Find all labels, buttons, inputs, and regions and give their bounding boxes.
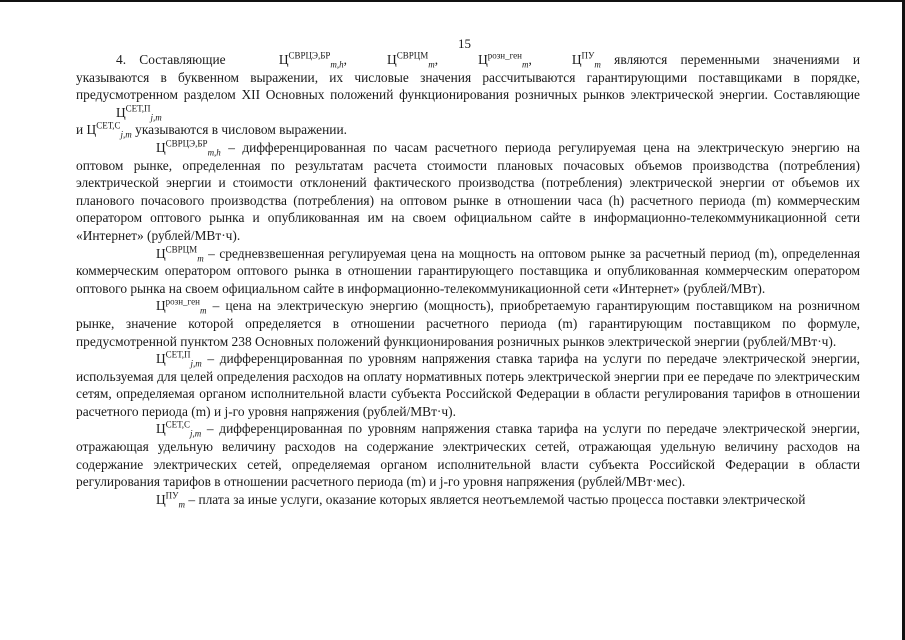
symbol-price-set-p bbox=[116, 350, 202, 368]
symbol-superscript: СВРЦМ bbox=[165, 244, 198, 255]
symbol-base: Ц bbox=[156, 245, 166, 261]
symbol-subscript: m bbox=[178, 499, 186, 510]
symbol-base: Ц bbox=[86, 122, 97, 138]
symbol-subscript: j,m bbox=[150, 112, 162, 123]
symbol-subscript: j,m bbox=[190, 429, 202, 440]
definition-pu bbox=[76, 491, 860, 509]
definition-rozn-gen bbox=[76, 297, 860, 350]
symbol-subscript: j,m bbox=[190, 358, 202, 369]
definition-text: – плата за иные услуги, оказание которых является неотъемлемой частью процесса поставки электрической bbox=[185, 491, 806, 507]
page-frame-top-border bbox=[0, 0, 905, 2]
symbol-price-rozn-gen bbox=[116, 297, 206, 315]
symbol-superscript: СВРЦЭ,БР bbox=[165, 138, 208, 149]
definition-text: – дифференцированная по уровням напряжения ставка тарифа на услуги по передаче электрической энергии, отражающая удельную величину расходов на содержание электрических сетей, отражающая удельную величину расходов на содержание электрических сетей, определяемая органом исполнительной власти субъекта Российской Федерации в области регулирования тарифов в отношении расчетного периода (m) и j-го уровня напряжения (рублей/МВт·мес). bbox=[76, 421, 860, 490]
definition-svrcm bbox=[76, 245, 860, 298]
symbol-price-rozn-gen bbox=[438, 51, 528, 69]
symbol-subscript: m,h bbox=[207, 147, 221, 158]
symbol-subscript: m,h bbox=[330, 59, 344, 70]
symbol-subscript: m bbox=[197, 253, 204, 264]
symbol-base: Ц bbox=[387, 52, 397, 67]
symbol-subscript: m bbox=[594, 59, 601, 70]
paragraph-components bbox=[76, 51, 860, 121]
symbol-base: Ц bbox=[156, 491, 166, 507]
paragraph-text: являются переменными значениями и указываются в буквенном выражении, их числовые значения рассчитываются гарантирующими поставщиками в порядке, предусмотренном разделом XII Основных положений функционирования розничных рынков электрической энергии. Составляющие bbox=[76, 52, 860, 103]
paragraph-text: указываются в числовом выражении. bbox=[131, 122, 347, 138]
definition-text: – цена на электрическую энергию (мощность), приобретаемую гарантирующим поставщиком на розничном рынке, значение которой определяется в отношении расчетного периода (m) гарантирующим поставщиком по формуле, предусмотренной пунктом 238 Основных положений функционирования розничных рынков электрической энергии (рублей/МВт·ч). bbox=[76, 298, 860, 349]
symbol-superscript: СЕТ,П bbox=[125, 103, 151, 114]
symbol-superscript: СЕТ,П bbox=[165, 349, 191, 360]
symbol-base: Ц bbox=[156, 351, 166, 367]
symbol-base: Ц bbox=[156, 298, 166, 314]
symbol-subscript: m bbox=[522, 59, 529, 70]
page-number: 15 bbox=[458, 36, 471, 51]
symbol-base: Ц bbox=[571, 52, 582, 67]
symbol-base: Ц bbox=[478, 52, 488, 67]
separator: , bbox=[434, 52, 439, 67]
paragraph-text: и bbox=[76, 122, 87, 138]
symbol-price-pu bbox=[532, 51, 601, 69]
symbol-superscript: СВРЦЭ,БР bbox=[288, 50, 331, 61]
definition-text: – дифференцированная по часам расчетного периода регулируемая цена на электрическую энергию на оптовом рынке, определенная по результатам расчета стоимости плановых почасовых объемов производства (потребления) электрической энергии и стоимости отклонений фактического производства (потребления) электрической энергии от объемов их планового почасового производства (потребления) на оптовом рынке в отношении часа (h) расчетного периода (m) коммерческим оператором оптового рынка и опубликованная им на своем официальном сайте в информационно-телекоммуникационной сети «Интернет» (рублей/МВт·ч). bbox=[76, 139, 860, 243]
symbol-base: Ц bbox=[278, 52, 289, 67]
symbol-superscript: СВРЦМ bbox=[396, 50, 429, 61]
symbol-price-svrcm bbox=[347, 51, 435, 69]
symbol-price-svrce-br bbox=[116, 139, 221, 157]
symbol-superscript: СЕТ,С bbox=[165, 420, 191, 430]
definition-svrce-br bbox=[76, 139, 860, 245]
symbol-price-set-s bbox=[87, 121, 132, 139]
paragraph-components-cont bbox=[76, 121, 860, 139]
symbol-price-svrcm bbox=[116, 245, 204, 263]
symbol-superscript: розн_ген bbox=[165, 296, 200, 307]
separator: , bbox=[343, 52, 348, 67]
symbol-base: Ц bbox=[156, 139, 166, 155]
symbol-price-set-s bbox=[116, 420, 201, 438]
definition-text: – средневзвешенная регулируемая цена на мощность на оптовом рынке за расчетный период (m), определенная коммерческим оператором оптового рынка в отношении гарантирующего поставщика и опубликованная коммерческим оператором оптового рынка на своем официальном сайте в информационно-телекоммуникационной сети «Интернет» (рублей/МВт). bbox=[76, 245, 860, 296]
definition-set-s bbox=[76, 420, 860, 490]
symbol-subscript: m bbox=[428, 59, 435, 70]
separator: , bbox=[528, 52, 532, 67]
symbol-subscript: j,m bbox=[120, 130, 132, 141]
symbol-price-svrce-br bbox=[239, 51, 344, 69]
symbol-superscript: СЕТ,С bbox=[96, 120, 121, 131]
paragraph-lead: 4. Составляющие bbox=[116, 52, 239, 67]
symbol-subscript: m bbox=[199, 305, 207, 316]
document-body bbox=[76, 51, 860, 508]
definition-text: – дифференцированная по уровням напряжения ставка тарифа на услуги по передаче электрической энергии, используемая для целей определения расходов на оплату нормативных потерь электрической энергии при ее передаче по электрическим сетям, определяемая органом исполнительной власти субъекта Российской Федерации в области регулирования тарифов в отношении расчетного периода (m) и j-го уровня напряжения (рублей/МВт·ч). bbox=[76, 351, 860, 419]
symbol-base: Ц bbox=[116, 104, 126, 120]
symbol-price-set-p bbox=[76, 104, 162, 122]
symbol-superscript: ПУ bbox=[165, 490, 179, 501]
symbol-superscript: розн_ген bbox=[487, 50, 522, 61]
symbol-superscript: ПУ bbox=[581, 50, 595, 61]
definition-set-p bbox=[76, 350, 860, 420]
symbol-base: Ц bbox=[156, 421, 166, 437]
symbol-price-pu bbox=[116, 491, 185, 509]
